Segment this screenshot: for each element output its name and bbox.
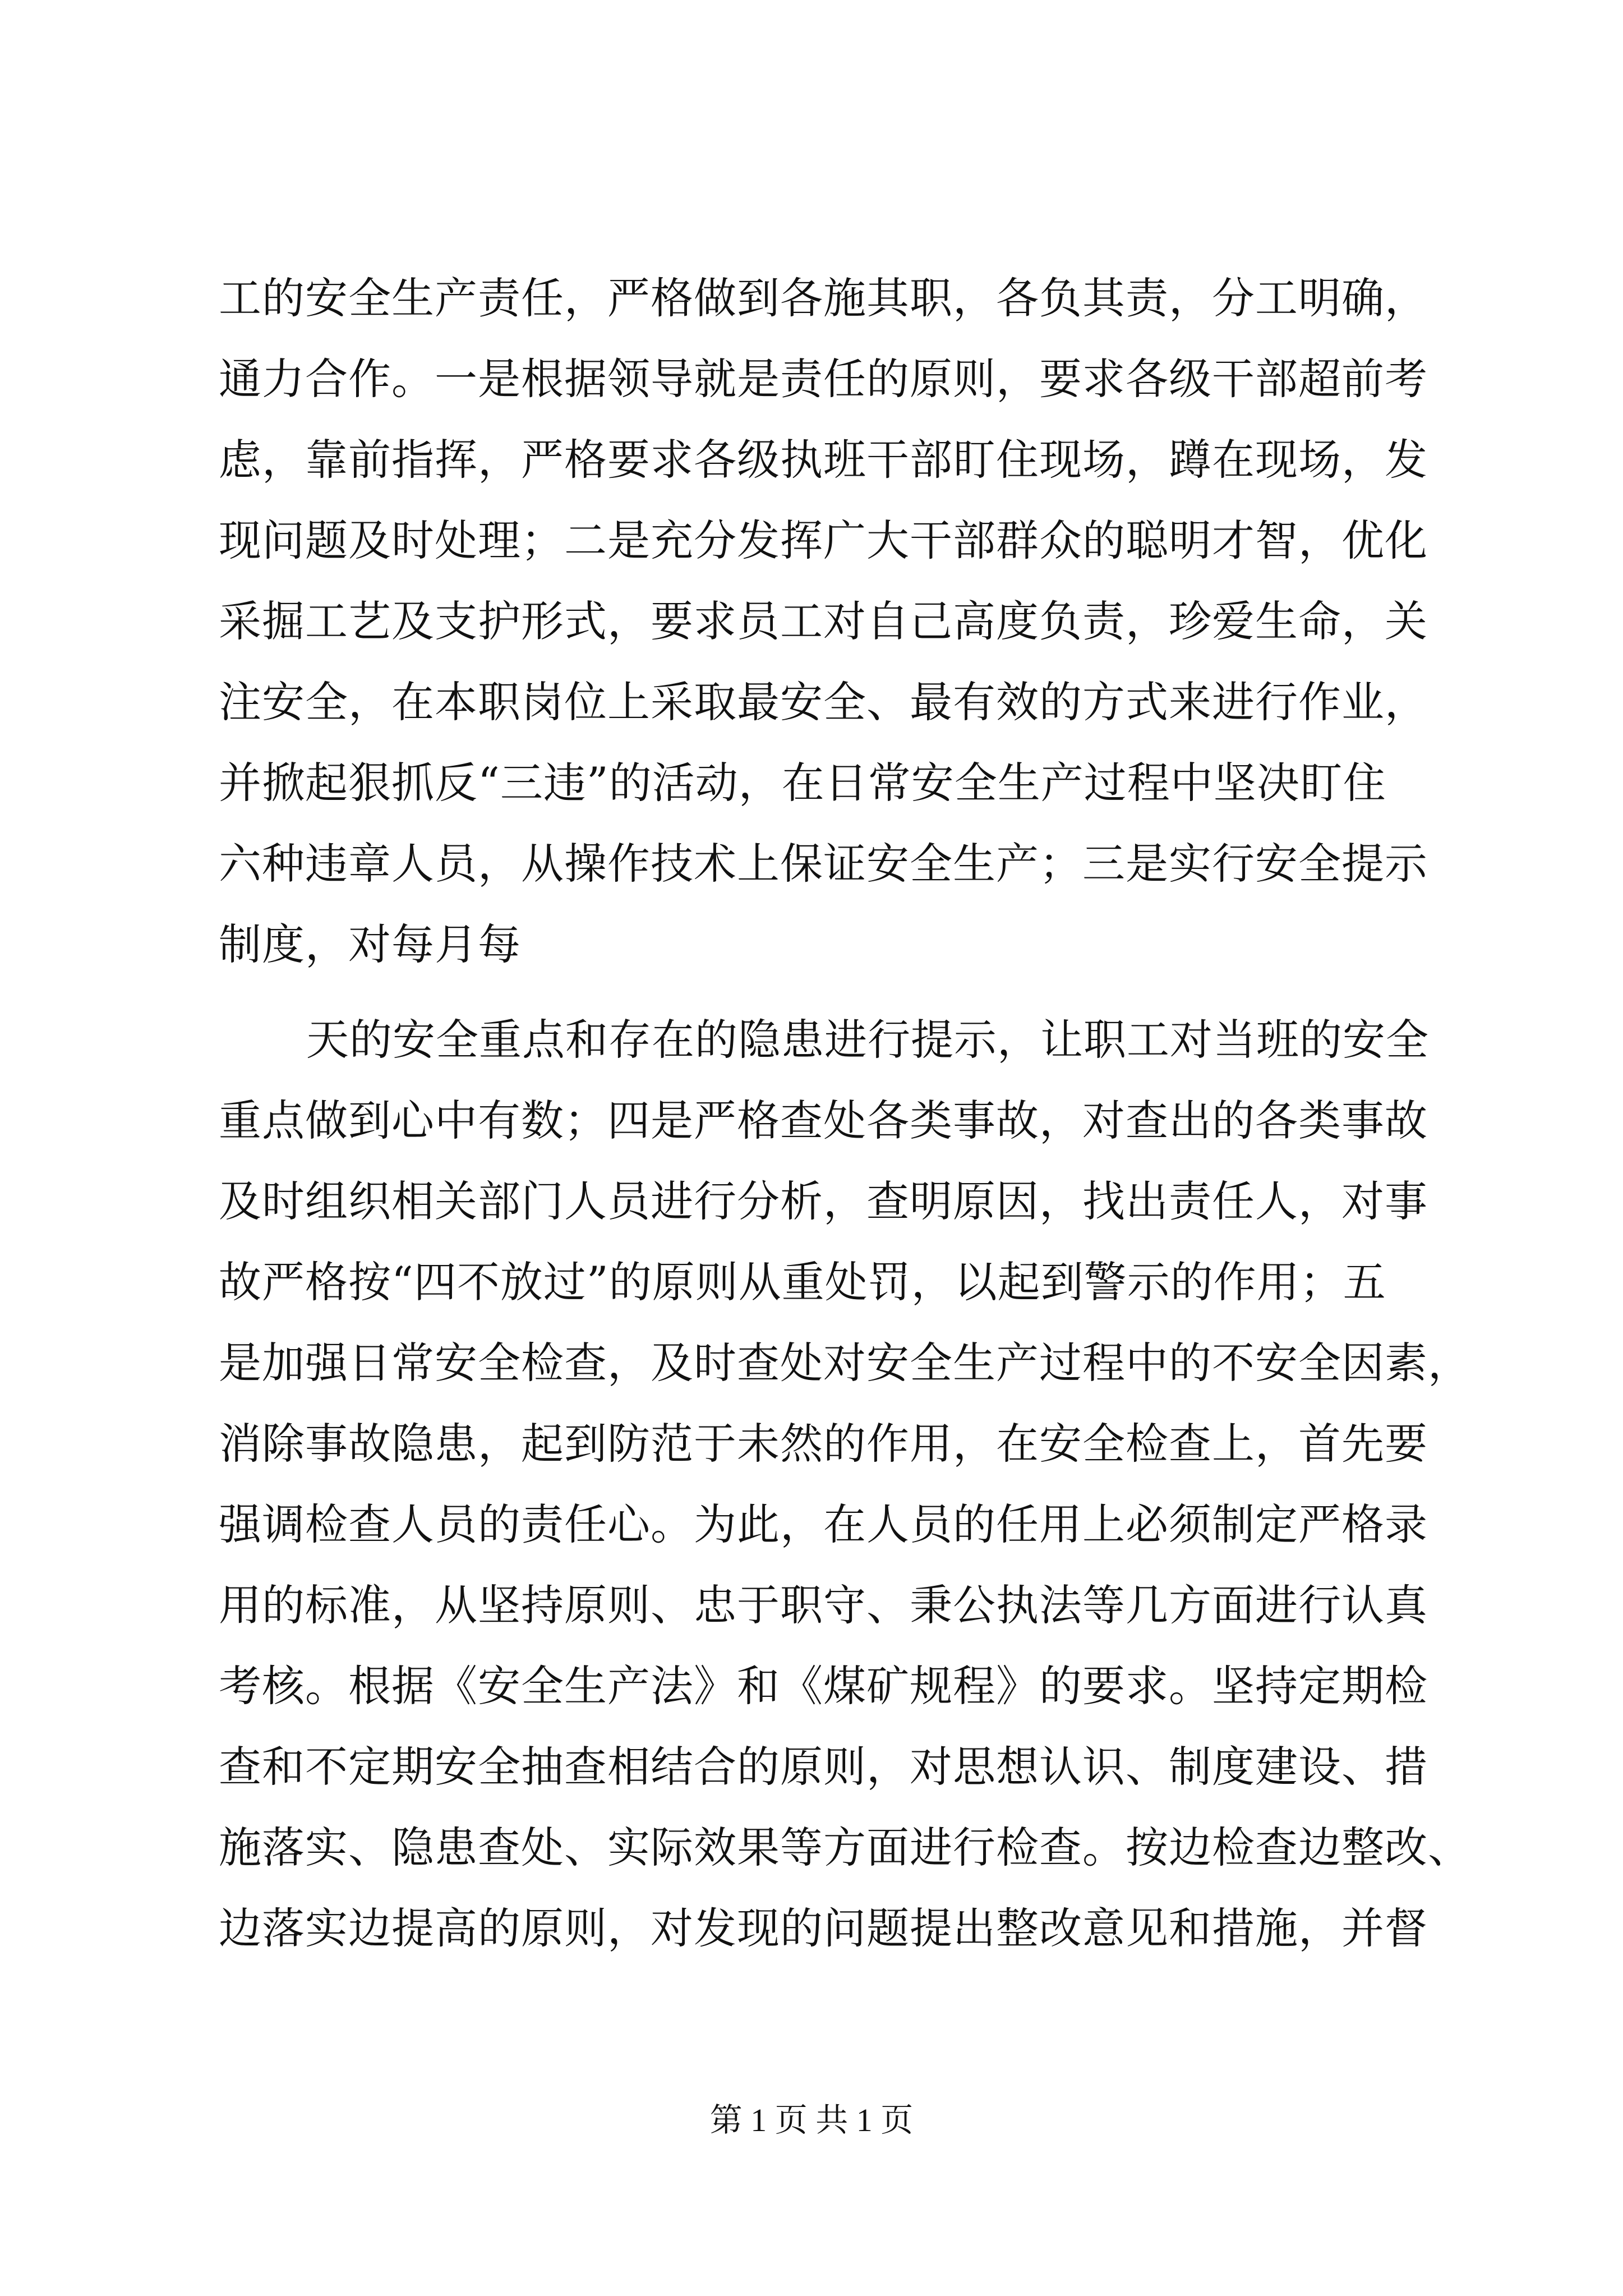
text-line: 及时组织相关部门人员进行分析，查明原因，找出责任人，对事 — [219, 1176, 1428, 1226]
text-line: 工的安全生产责任，严格做到各施其职，各负其责，分工明确， — [219, 273, 1428, 323]
text-line: 用的标准，从坚持原则、忠于职守、秉公执法等几方面进行认真 — [219, 1580, 1428, 1630]
text-line: 虑，靠前指挥，严格要求各级执班干部盯住现场，蹲在现场，发 — [219, 435, 1428, 485]
page-number-footer: 第 1 页 共 1 页 — [709, 2102, 914, 2138]
text-line: 注安全，在本职岗位上采取最安全、最有效的方式来进行作业， — [219, 677, 1428, 727]
text-line: 并掀起狠抓反“三违”的活动，在日常安全生产过程中坚决盯住 — [219, 758, 1386, 808]
text-line: 通力合作。一是根据领导就是责任的原则，要求各级干部超前考 — [219, 354, 1428, 404]
text-line: 现问题及时处理；二是充分发挥广大干部群众的聪明才智，优化 — [219, 516, 1428, 565]
text-line: 故严格按“四不放过”的原则从重处罚，以起到警示的作用；五 — [219, 1257, 1386, 1307]
text-line: 边落实边提高的原则，对发现的问题提出整改意见和措施，并督 — [219, 1903, 1428, 1953]
text-line: 重点做到心中有数；四是严格查处各类事故，对查出的各类事故 — [219, 1096, 1428, 1145]
text-line: 考核。根据《安全生产法》和《煤矿规程》的要求。坚持定期检 — [219, 1661, 1428, 1711]
text-line: 查和不定期安全抽查相结合的原则，对思想认识、制度建设、措 — [219, 1742, 1428, 1792]
text-line: 采掘工艺及支护形式，要求员工对自己高度负责，珍爱生命，关 — [219, 596, 1428, 646]
document-body — [219, 258, 1471, 1969]
text-line: 消除事故隐患，起到防范于未然的作用，在安全检查上，首先要 — [219, 1419, 1428, 1469]
text-line: 制度，对每月每 — [219, 919, 521, 969]
text-line: 强调检查人员的责任心。为此，在人员的任用上必须制定严格录 — [219, 1499, 1428, 1549]
text-line: 施落实、隐患查处、实际效果等方面进行检查。按边检查边整改、 — [219, 1823, 1471, 1872]
text-line: 六种违章人员，从操作技术上保证安全生产；三是实行安全提示 — [219, 839, 1428, 889]
text-line: 是加强日常安全检查，及时查处对安全生产过程中的不安全因素， — [219, 1338, 1471, 1388]
paragraph-first-line: 天的安全重点和存在的隐患进行提示，让职工对当班的安全 — [306, 1015, 1429, 1065]
